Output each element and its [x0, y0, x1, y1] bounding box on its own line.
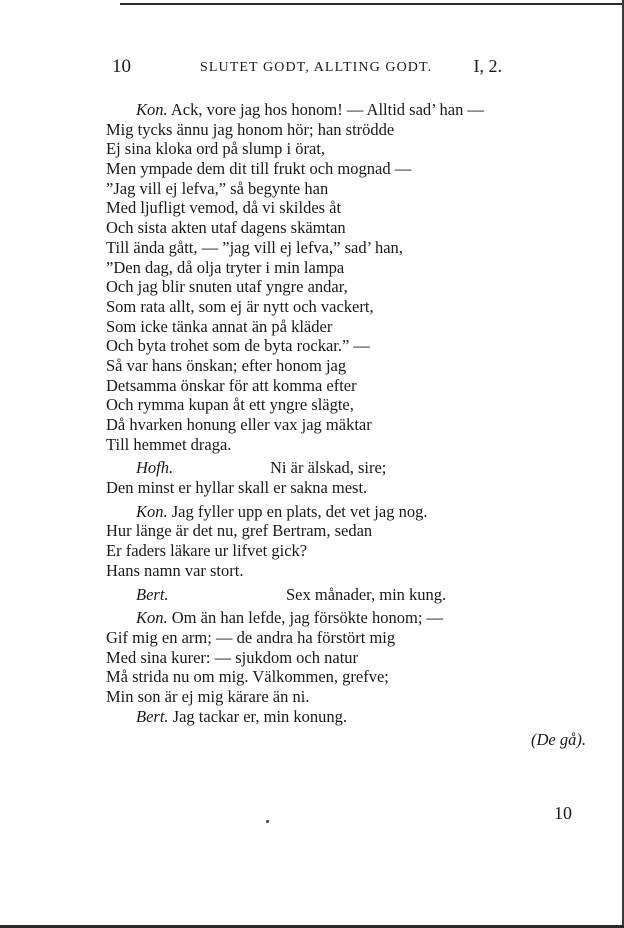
line-text: Gif mig en arm; — de andra ha förstört mig [106, 627, 396, 647]
verse-line [106, 687, 596, 707]
line-text: Jag fyller upp en plats, det vet jag nog. [167, 501, 428, 521]
line-text: Till ända gått, — ”jag vill ej lefva,” sad’ han, [106, 237, 403, 257]
line-text: Som rata allt, som ej är nytt och vackert, [106, 296, 374, 316]
line-text: Som icke tänka annat än på kläder [106, 316, 333, 336]
verse-line [106, 120, 596, 140]
verse-line [106, 435, 596, 455]
line-text: Ej sina kloka ord på slump i örat, [106, 139, 326, 159]
line-text: Min son är ej mig kärare än ni. [106, 686, 310, 706]
stage-direction-line [106, 730, 596, 750]
verse-line [106, 277, 596, 297]
line-text: ”Den dag, då olja tryter i min lampa [106, 257, 345, 277]
verse-line [106, 336, 596, 356]
line-text: Och byta trohet som de byta rockar.” — [106, 336, 370, 356]
verse-line [106, 502, 596, 522]
verse-line [106, 218, 596, 238]
verse-line [106, 608, 596, 628]
verse-line [106, 238, 596, 258]
line-text: Ni är älskad, sire; [270, 458, 387, 478]
verse-line [106, 458, 596, 478]
verse-line [106, 415, 596, 435]
speaker-name: Bert. [136, 706, 169, 726]
verse-line [106, 667, 596, 687]
verse-line [106, 478, 596, 498]
line-text: Men ympade dem dit till frukt och mognad — [106, 159, 412, 179]
verse-line [106, 628, 596, 648]
line-text: Detsamma önskar för att komma efter [106, 375, 357, 395]
page-number: 10 [112, 56, 131, 77]
line-text: Er faders läkare ur lifvet gick? [106, 541, 308, 561]
line-text: Sex månader, min kung. [286, 584, 447, 604]
line-text: Med ljufligt vemod, då vi skildes åt [106, 198, 342, 218]
line-text: ”Jag vill ej lefva,” så begynte han [106, 178, 329, 198]
verse-line [106, 541, 596, 561]
verse-line [106, 395, 596, 415]
line-text: Hans namn var stort. [106, 560, 244, 580]
verse-line [106, 521, 596, 541]
speaker-name: Kon. [136, 100, 168, 119]
verse-line [106, 561, 596, 581]
line-text: Så var hans önskan; efter honom jag [106, 355, 347, 375]
line-text: Då hvarken honung eller vax jag mäktar [106, 415, 372, 434]
line-text: Hur länge är det nu, gref Bertram, sedan [106, 521, 373, 541]
ink-speck [266, 820, 269, 823]
line-text: Till hemmet draga. [106, 434, 232, 454]
verse-line [106, 179, 596, 199]
running-header [112, 56, 502, 82]
verse-line [106, 585, 596, 605]
verse-line [106, 707, 596, 727]
line-text: Ack, vore jag hos honom! — Alltid sad’ han — [167, 100, 485, 119]
act-scene-label: I, 2. [473, 56, 502, 76]
line-text: Den minst er hyllar skall er sakna mest. [106, 478, 368, 498]
line-text: Och jag blir snuten utaf yngre andar, [106, 277, 348, 297]
verse-line [106, 258, 596, 278]
stage-direction: (De gå). [531, 730, 586, 750]
verse-text [106, 100, 596, 750]
line-text: Må strida nu om mig. Välkommen, grefve; [106, 667, 389, 687]
line-text: Med sina kurer: — sjukdom och natur [106, 647, 359, 667]
verse-line [106, 159, 596, 179]
line-text: Och sista akten utaf dagens skämtan [106, 218, 346, 238]
page-edge-top [120, 3, 624, 5]
line-text: Mig tycks ännu jag honom hör; han strödde [106, 119, 395, 139]
line-text: Och rymma kupan åt ett yngre slägte, [106, 395, 354, 415]
footer-folio: 10 [554, 803, 572, 823]
speaker-name: Bert. [136, 584, 169, 604]
verse-line [106, 100, 596, 120]
verse-line [106, 198, 596, 218]
verse-line [106, 139, 596, 159]
line-text: Jag tackar er, min konung. [168, 706, 348, 726]
speaker-name: Kon. [136, 608, 168, 628]
verse-line [106, 376, 596, 396]
verse-line [106, 317, 596, 337]
verse-line [106, 356, 596, 376]
speaker-name: Hofh. [136, 458, 174, 478]
speaker-name: Kon. [136, 501, 168, 521]
verse-line [106, 648, 596, 668]
running-title: SLUTET GODT, ALLTING GODT. [200, 60, 433, 75]
line-text: Om än han lefde, jag försökte honom; — [167, 608, 444, 628]
verse-line [106, 297, 596, 317]
